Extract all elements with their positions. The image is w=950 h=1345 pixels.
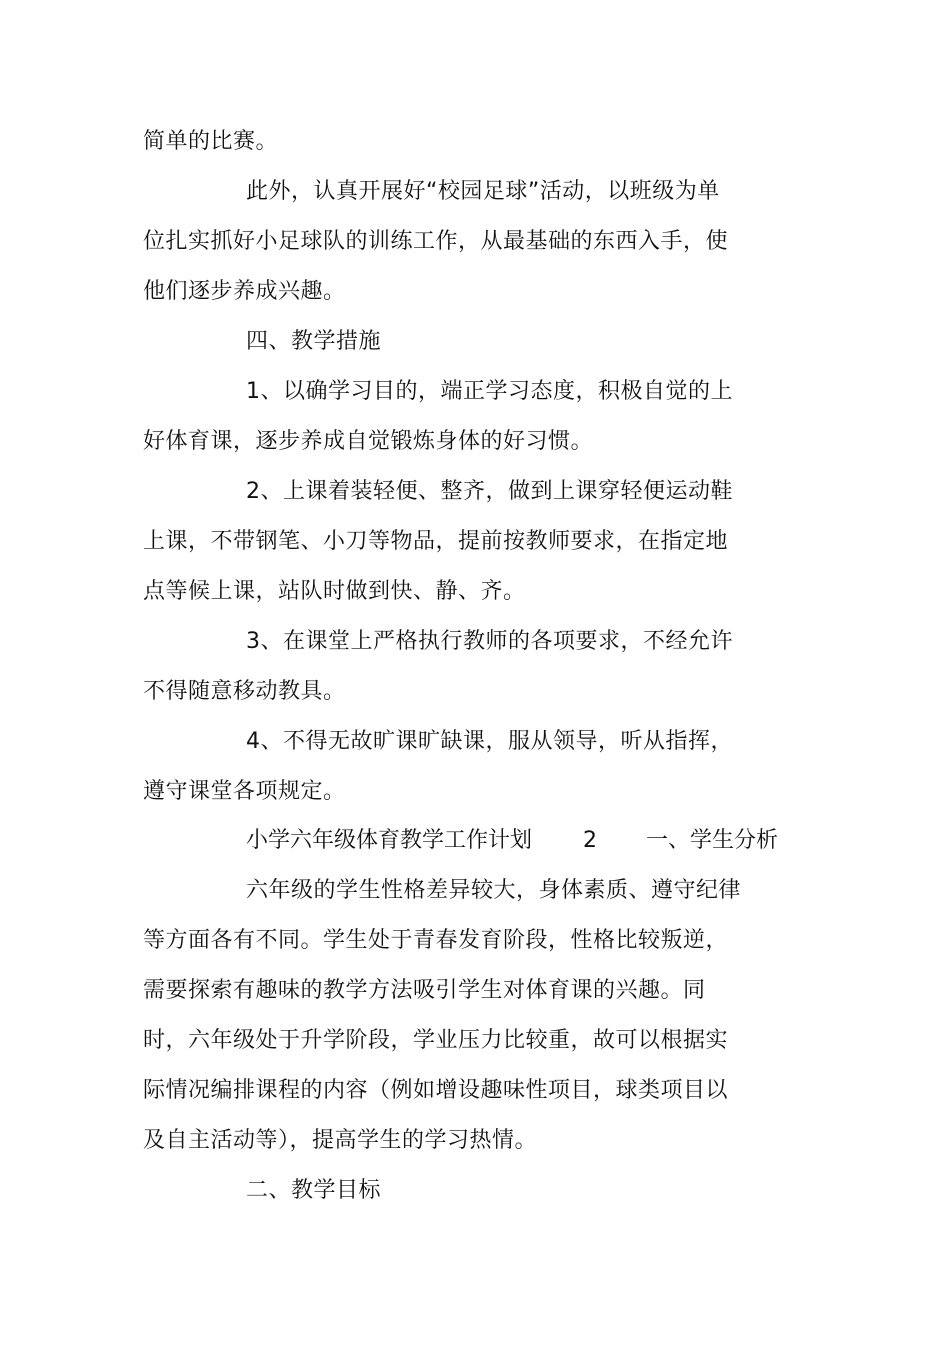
section-heading: 四、教学措施 xyxy=(246,329,382,354)
list-item-4: 4、不得无故旷课旷缺课，服从领导，听从指挥， xyxy=(246,729,733,754)
plan-heading xyxy=(246,826,806,856)
plan-subtitle: 一、学生分析 xyxy=(646,828,779,853)
text-line: 好体育课，逐步养成自觉锻炼身体的好习惯。 xyxy=(143,429,594,454)
text-line: 遵守课堂各项规定。 xyxy=(143,779,346,804)
section-heading: 二、教学目标 xyxy=(246,1178,382,1203)
plan-title: 小学六年级体育教学工作计划 xyxy=(246,828,533,853)
text-line: 等方面各有不同。学生处于青春发育阶段，性格比较叛逆， xyxy=(143,928,729,953)
text-line: 际情况编排课程的内容（例如增设趣味性项目，球类项目以 xyxy=(143,1078,729,1103)
list-item-2: 2、上课着装轻便、整齐，做到上课穿轻便运动鞋 xyxy=(246,479,733,504)
text-line: 时，六年级处于升学阶段，学业压力比较重，故可以根据实 xyxy=(143,1028,729,1053)
list-item-3: 3、在课堂上严格执行教师的各项要求，不经允许 xyxy=(246,629,733,654)
paragraph-start: 六年级的学生性格差异较大，身体素质、遵守纪律 xyxy=(246,878,742,903)
text-line: 点等候上课，站队时做到快、静、齐。 xyxy=(143,579,526,604)
text-line: 需要探索有趣味的教学方法吸引学生对体育课的兴趣。同 xyxy=(143,978,706,1003)
plan-number: 2 xyxy=(583,828,597,853)
text-line: 不得随意移动教具。 xyxy=(143,679,346,704)
text-line: 简单的比赛。 xyxy=(143,129,279,154)
text-line: 他们逐步养成兴趣。 xyxy=(143,279,346,304)
text-line: 及自主活动等），提高学生的学习热情。 xyxy=(143,1128,538,1153)
text-line: 上课，不带钢笔、小刀等物品，提前按教师要求，在指定地 xyxy=(143,529,729,554)
text-line: 位扎实抓好小足球队的训练工作，从最基础的东西入手，使 xyxy=(143,229,729,254)
list-item-1: 1、以确学习目的，端正学习态度，积极自觉的上 xyxy=(246,379,733,404)
paragraph-start: 此外，认真开展好“校园足球”活动，以班级为单 xyxy=(246,179,720,204)
